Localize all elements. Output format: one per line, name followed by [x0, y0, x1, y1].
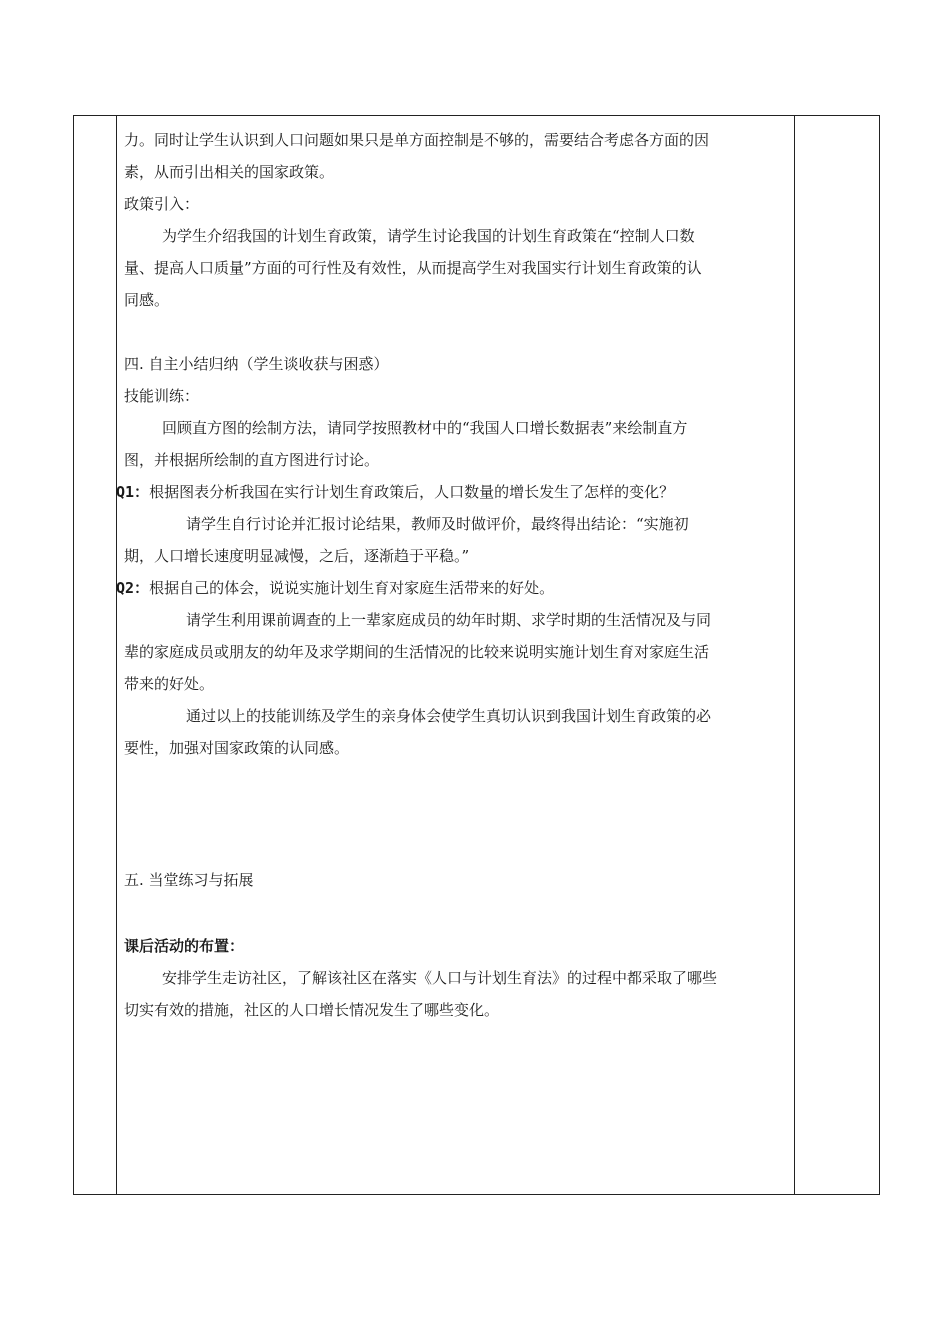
paragraph-line: 回顾直方图的绘制方法，请同学按照教材中的“我国人口增长数据表”来绘制直方	[162, 419, 688, 437]
section-label-skill: 技能训练：	[124, 387, 200, 405]
section-label-policy: 政策引入：	[124, 195, 200, 213]
paragraph-line: 安排学生走访社区，了解该社区在落实《人口与计划生育法》的过程中都采取了哪些	[162, 969, 718, 987]
paragraph-line: 辈的家庭成员或朋友的幼年及求学期间的生活情况的比较来说明实施计划生育对家庭生活	[124, 643, 710, 661]
paragraph-line: 力。同时让学生认识到人口问题如果只是单方面控制是不够的，需要结合考虑各方面的因	[124, 131, 710, 149]
paragraph-line: 带来的好处。	[124, 675, 215, 693]
question-2	[116, 572, 554, 604]
paragraph-line: 量、提高人口质量”方面的可行性及有效性，从而提高学生对我国实行计划生育政策的认	[124, 259, 702, 277]
paragraph-line: 图，并根据所绘制的直方图进行讨论。	[124, 451, 380, 469]
paragraph-line: 请学生利用课前调查的上一辈家庭成员的幼年时期、求学时期的生活情况及与同	[186, 611, 712, 629]
question-1-text: 根据图表分析我国在实行计划生育政策后，人口数量的增长发生了怎样的变化？	[149, 483, 675, 501]
section-heading-5: 五. 当堂练习与拓展	[124, 871, 254, 889]
paragraph-line: 通过以上的技能训练及学生的亲身体会使学生真切认识到我国计划生育政策的必	[186, 707, 712, 725]
paragraph-line: 素，从而引出相关的国家政策。	[124, 163, 335, 181]
paragraph-line: 期，人口增长速度明显减慢，之后，逐渐趋于平稳。”	[124, 547, 470, 565]
column-divider-left	[116, 116, 117, 1194]
question-2-text: 根据自己的体会，说说实施计划生育对家庭生活带来的好处。	[149, 579, 555, 597]
question-1-label: Q1：	[116, 483, 150, 501]
paragraph-line: 为学生介绍我国的计划生育政策，请学生讨论我国的计划生育政策在“控制人口数	[162, 227, 695, 245]
paragraph-line: 请学生自行讨论并汇报讨论结果，教师及时做评价，最终得出结论：“实施初	[186, 515, 689, 533]
column-divider-right	[794, 116, 795, 1194]
question-2-label: Q2：	[116, 579, 150, 597]
paragraph-line: 切实有效的措施，社区的人口增长情况发生了哪些变化。	[124, 1001, 500, 1019]
question-1	[116, 476, 674, 508]
section-label-after-class: 课后活动的布置：	[124, 937, 245, 955]
paragraph-line: 同感。	[124, 291, 170, 309]
paragraph-line: 要性，加强对国家政策的认同感。	[124, 739, 350, 757]
section-heading-4: 四. 自主小结归纳（学生谈收获与困惑）	[124, 355, 389, 373]
